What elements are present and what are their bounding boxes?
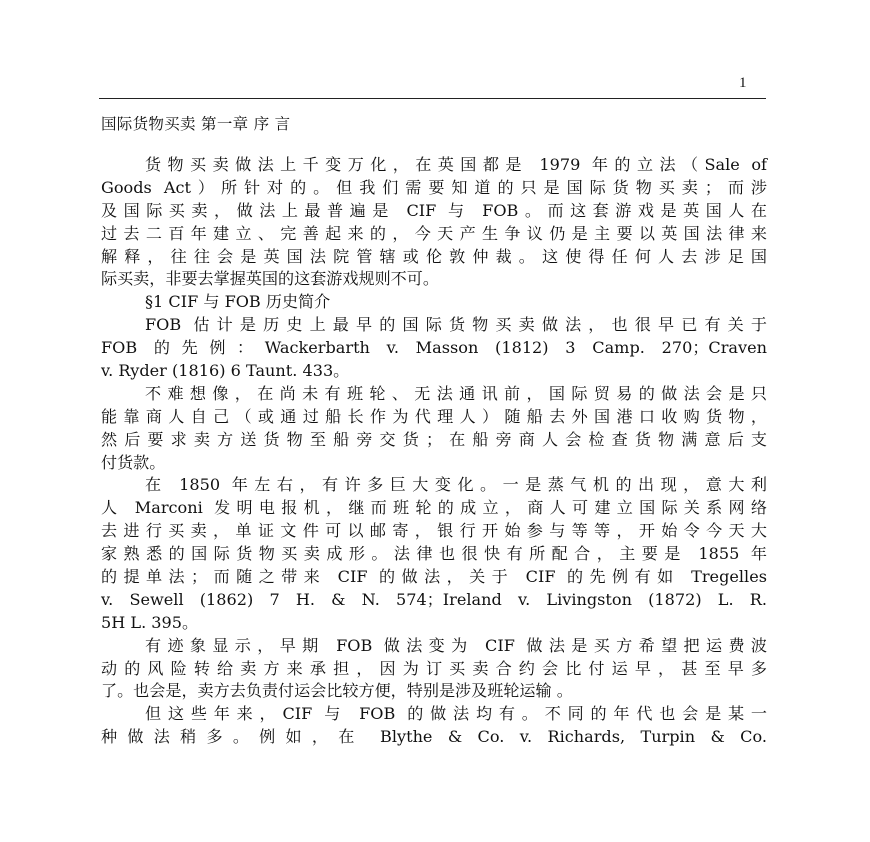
header-rule bbox=[99, 98, 766, 99]
text-line: 及国际买卖，做法上最普遍是 CIF 与 FOB。而这套游戏是英国人在 bbox=[101, 200, 767, 220]
text-line: 解释，往往会是英国法院管辖或伦敦仲裁。这使得任何人去涉足国 bbox=[101, 246, 767, 266]
text-line: 种做法稍多。例如，在 Blythe & Co. v. Richards, Turpin & Co. bbox=[101, 727, 767, 747]
text-line: 际买卖，非要去掌握英国的这套游戏规则不可。 bbox=[101, 269, 439, 289]
page-number: 1 bbox=[739, 75, 747, 91]
text-line: 然后要求卖方送货物至船旁交货；在船旁商人会检查货物满意后支 bbox=[101, 429, 767, 449]
text-line: 了。也会是，卖方去负责付运会比较方便，特别是涉及班轮运输 。 bbox=[101, 681, 573, 701]
text-line: FOB 的先例：Wackerbarth v. Masson (1812) 3 Camp. 270；Craven bbox=[101, 338, 767, 358]
text-line: 人 Marconi 发明电报机，继而班轮的成立，商人可建立国际关系网络 bbox=[101, 498, 767, 518]
text-line: 但这些年来，CIF 与 FOB 的做法均有。不同的年代也会是某一 bbox=[145, 704, 767, 724]
text-line: 不难想像，在尚未有班轮、无法通讯前，国际贸易的做法会是只 bbox=[145, 383, 767, 403]
text-line: FOB 估计是历史上最早的国际货物买卖做法，也很早已有关于 bbox=[145, 315, 767, 335]
running-head: 国际货物买卖 第一章 序 言 bbox=[101, 115, 291, 133]
text-line: 能靠商人自己（或通过船长作为代理人）随船去外国港口收购货物， bbox=[101, 406, 767, 426]
text-line: 在 1850 年左右，有许多巨大变化。一是蒸气机的出现，意大利 bbox=[145, 475, 767, 495]
text-line: 有迹象显示，早期 FOB 做法变为 CIF 做法是买方希望把运费波 bbox=[145, 635, 767, 655]
text-line: 5H L. 395。 bbox=[101, 612, 199, 632]
text-line: 家熟悉的国际货物买卖成形。法律也很快有所配合，主要是 1855 年 bbox=[101, 544, 767, 564]
text-line: v. Sewell (1862) 7 H. & N. 574；Ireland v. Livingston (1872) L. R. bbox=[101, 589, 767, 609]
text-line: Goods Act）所针对的。但我们需要知道的只是国际货物买卖；而涉 bbox=[101, 177, 767, 197]
text-line: v. Ryder (1816) 6 Taunt. 433。 bbox=[101, 361, 350, 381]
text-line: 过去二百年建立、完善起来的，今天产生争议仍是主要以英国法律来 bbox=[101, 223, 767, 243]
text-line: 的提单法；而随之带来 CIF 的做法，关于 CIF 的先例有如 Tregelles bbox=[101, 567, 767, 587]
body-text bbox=[101, 154, 767, 749]
text-line: 货物买卖做法上千变万化，在英国都是 1979 年的立法（Sale of bbox=[145, 155, 767, 174]
text-line: 去进行买卖，单证文件可以邮寄，银行开始参与等等，开始令今天大 bbox=[101, 521, 767, 541]
text-line: §1 CIF 与 FOB 历史简介 bbox=[145, 292, 331, 312]
text-line: 动的风险转给卖方来承担，因为订买卖合约会比付运早，甚至早多 bbox=[101, 658, 767, 678]
text-line: 付货款。 bbox=[101, 452, 166, 472]
